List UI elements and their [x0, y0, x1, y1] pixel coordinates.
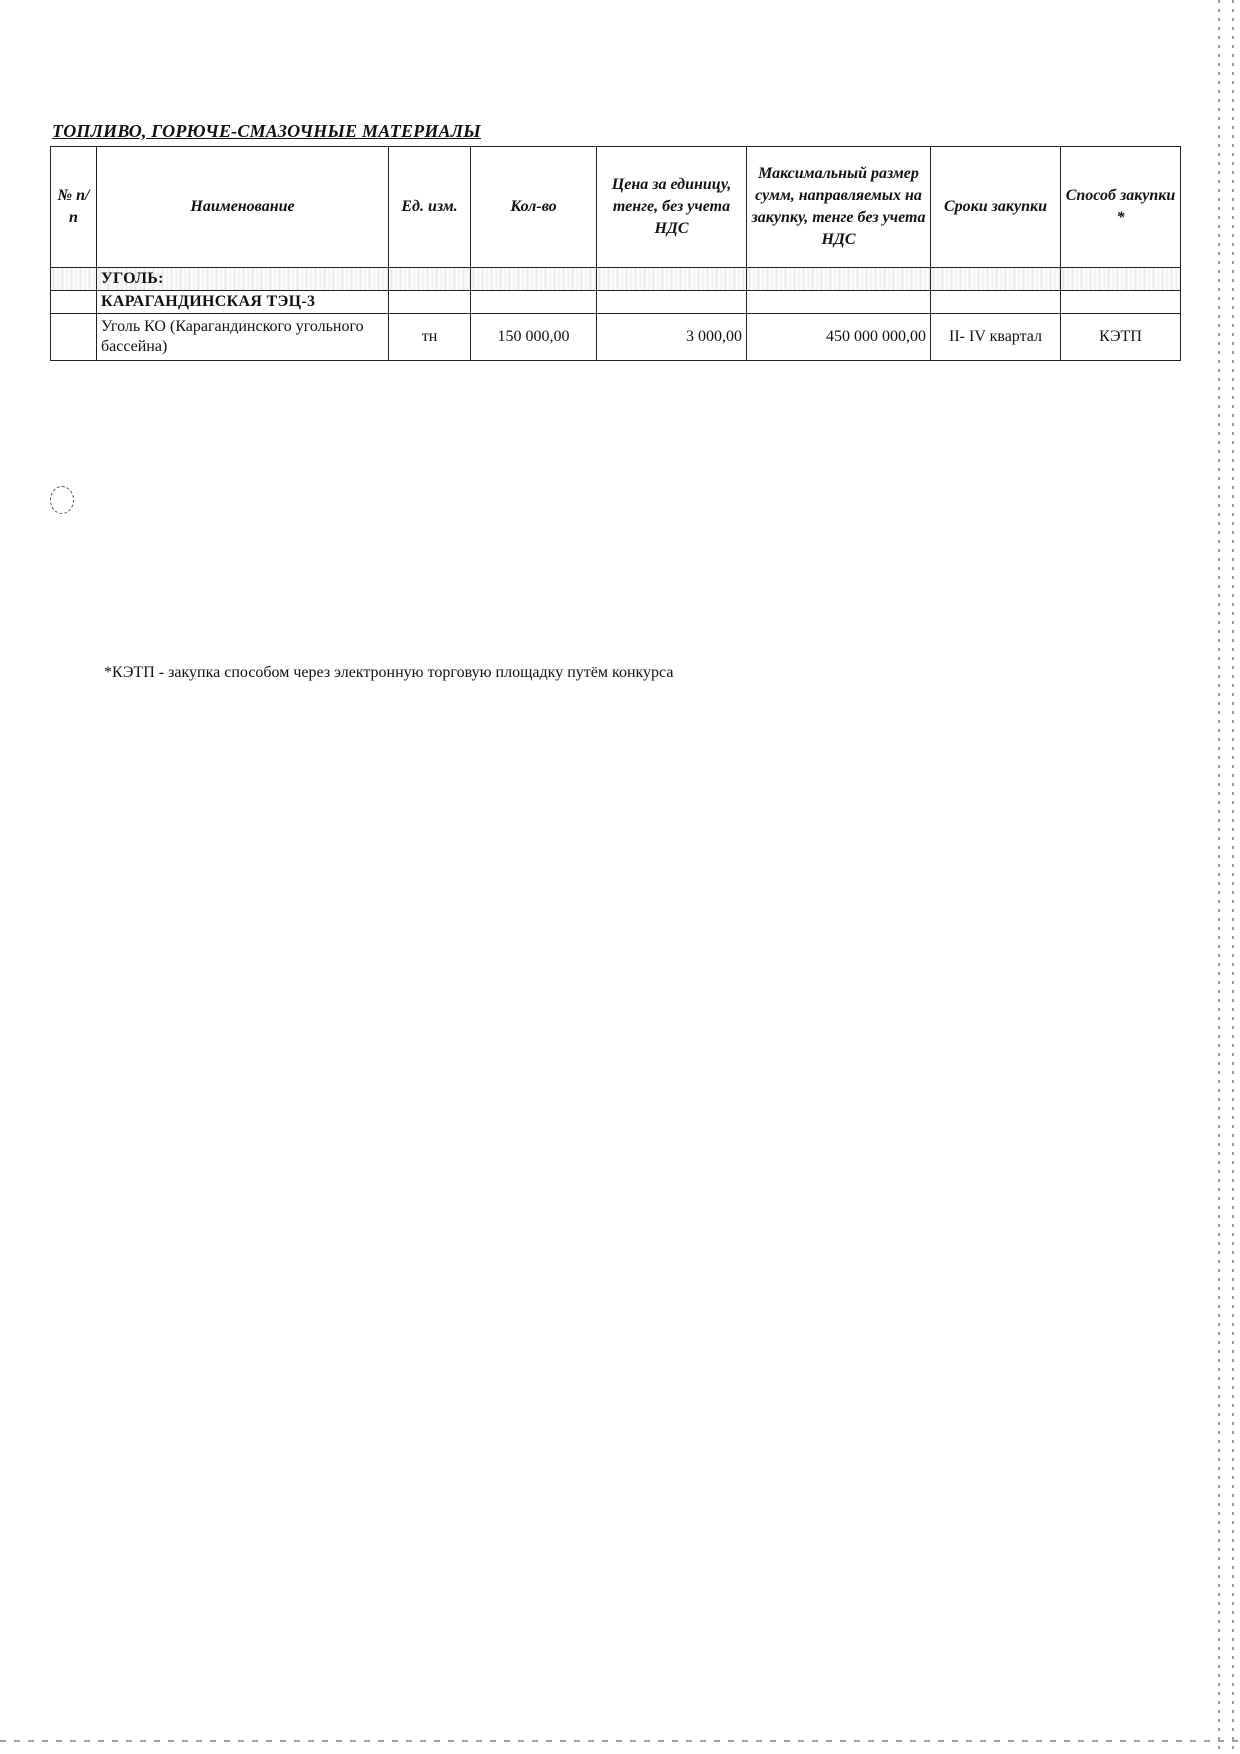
group-subcategory-row [51, 291, 1181, 314]
header-unit: Ед. изм. [389, 147, 471, 268]
footnote: *КЭТП - закупка способом через электронную торговую площадку путём конкурса [104, 664, 674, 681]
punch-hole-mark [50, 486, 74, 514]
empty-cell [597, 268, 747, 291]
header-name: Наименование [97, 147, 389, 268]
section-title: ТОПЛИВО, ГОРЮЧЕ-СМАЗОЧНЫЕ МАТЕРИАЛЫ [52, 121, 481, 141]
header-terms: Сроки закупки [931, 147, 1061, 268]
header-max-sum: Максимальный размер сумм, направляемых на закупку, тенге без учета НДС [747, 147, 931, 268]
empty-cell [747, 268, 931, 291]
empty-cell [471, 291, 597, 314]
header-num: № п/п [51, 147, 97, 268]
empty-cell [931, 268, 1061, 291]
group-category-num-cell [51, 268, 97, 291]
scan-edge-artifact [1232, 0, 1234, 1754]
row-price: 3 000,00 [597, 314, 747, 361]
procurement-table [50, 146, 1181, 361]
scan-bottom-artifact [0, 1740, 1240, 1742]
header-method: Способ закупки * [1061, 147, 1181, 268]
empty-cell [389, 291, 471, 314]
scan-edge-artifact [1218, 0, 1220, 1754]
empty-cell [389, 268, 471, 291]
empty-cell [931, 291, 1061, 314]
row-max-sum: 450 000 000,00 [747, 314, 931, 361]
row-name: Уголь КО (Карагандинского угольного бассейна) [97, 314, 389, 361]
row-method: КЭТП [1061, 314, 1181, 361]
row-num [51, 314, 97, 361]
group-subcategory-num-cell [51, 291, 97, 314]
row-unit: тн [389, 314, 471, 361]
row-qty: 150 000,00 [471, 314, 597, 361]
header-price: Цена за единицу, тенге, без учета НДС [597, 147, 747, 268]
group-category: УГОЛЬ: [97, 268, 389, 291]
empty-cell [1061, 268, 1181, 291]
group-subcategory: КАРАГАНДИНСКАЯ ТЭЦ-3 [97, 291, 389, 314]
row-terms: II- IV квартал [931, 314, 1061, 361]
header-qty: Кол-во [471, 147, 597, 268]
empty-cell [1061, 291, 1181, 314]
group-category-row [51, 268, 1181, 291]
empty-cell [597, 291, 747, 314]
table-row [51, 314, 1181, 361]
table-header-row [51, 147, 1181, 268]
empty-cell [471, 268, 597, 291]
empty-cell [747, 291, 931, 314]
